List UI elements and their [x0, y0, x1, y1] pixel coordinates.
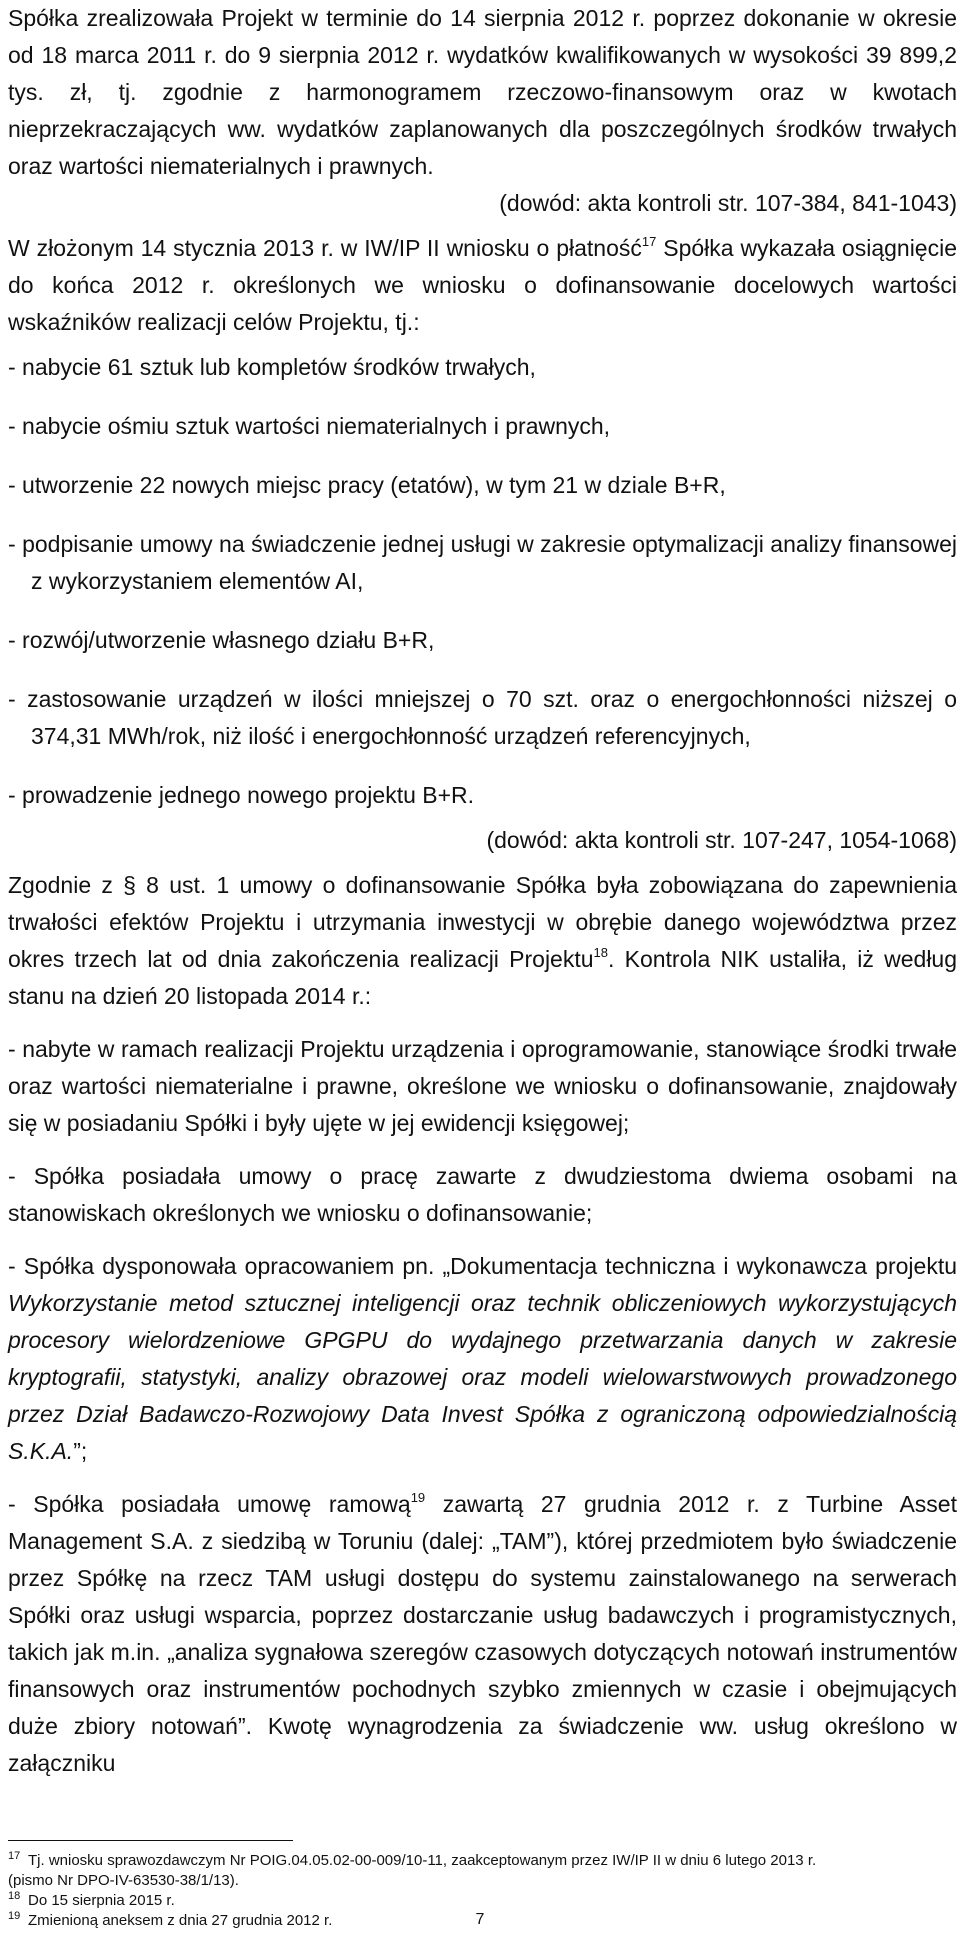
payment-request-text-b: Spółka wykazała osiągnięcie do końca 2012 r. określonych we wniosku o dofinansowanie docelowych wartości wskaźników realizacji celów Projektu, tj.: — [8, 235, 957, 335]
footnote-ref-18: 18 — [593, 945, 608, 960]
paragraph-payment-request — [8, 230, 957, 341]
list-item: - zastosowanie urządzeń w ilości mniejszej o 70 szt. oraz o energochłonności niższej o 374,31 MWh/rok, niż ilość i energochłonność urządzeń referencyjnych, — [8, 686, 957, 749]
paragraph-project-completion: Spółka zrealizowała Projekt w terminie do 14 sierpnia 2012 r. poprzez dokonanie w okresie od 18 marca 2011 r. do 9 sierpnia 2012 r. wydatków kwalifikowanych w wysokości 39 899,2 tys. zł, tj. zgodnie z harmonogramem rzeczowo-finansowym oraz w kwotach nieprzekraczających ww. wydatków zaplanowanych dla poszczególnych środków trwałych oraz wartości niematerialnych i prawnych. — [8, 5, 957, 179]
finding-item — [8, 1486, 957, 1782]
list-item: - nabycie ośmiu sztuk wartości niematerialnych i prawnych, — [8, 413, 611, 439]
finding-item: - Spółka posiadała umowy o pracę zawarte z dwudziestoma dwiema osobami na stanowiskach określonych we wniosku o dofinansowanie; — [8, 1163, 957, 1226]
proof-reference-1: (dowód: akta kontroli str. 107-384, 841-1043) — [499, 190, 957, 216]
list-item: - utworzenie 22 nowych miejsc pracy (etatów), w tym 21 w dziale B+R, — [8, 472, 726, 498]
footnote-19: 19 Zmienioną aneksem z dnia 27 grudnia 2012 r. — [8, 1910, 333, 1929]
framework-text-b: zawartą 27 grudnia 2012 r. z Turbine Asset Management S.A. z siedzibą w Toruniu (dalej: „TAM”), której przedmiotem było świadczenie przez Spółkę na rzecz TAM usługi dostępu do systemu zainstalowanego na serwerach Spółki oraz usługi wsparcia, poprzez dostarczanie usług badawczych i programistycznych, takich jak m.in. „analiza sygnałowa szeregów czasowych dotyczących notowań instrumentów finansowych oraz instrumentów pochodnych szybko zmiennych w czasie i obejmujących duże zbiory notowań”. Kwotę wynagrodzenia za świadczenie ww. usług określono w załączniku — [8, 1491, 957, 1776]
footnote-divider — [8, 1840, 293, 1841]
footnote-ref-17: 17 — [641, 234, 657, 249]
footnote-18: 18 Do 15 sierpnia 2015 r. — [8, 1890, 175, 1909]
list-item: - prowadzenie jednego nowego projektu B+R. — [8, 782, 475, 808]
list-item: - podpisanie umowy na świadczenie jednej usługi w zakresie optymalizacji analizy finansowej z wykorzystaniem elementów AI, — [8, 531, 957, 594]
finding-text-b: ”; — [73, 1438, 88, 1464]
finding-item — [8, 1248, 957, 1470]
page-number: 7 — [475, 1911, 485, 1928]
proof-reference-2: (dowód: akta kontroli str. 107-247, 1054-1068) — [486, 827, 957, 853]
main-text — [8, 0, 957, 1782]
footnote-17: 17 Tj. wniosku sprawozdawczym Nr POIG.04.05.02-00-009/10-11, zaakceptowanym przez IW/IP II w dniu 6 lutego 2013 r. — [8, 1850, 817, 1869]
list-item: - rozwój/utworzenie własnego działu B+R, — [8, 627, 435, 653]
framework-text-a: - Spółka posiadała umowę ramową — [8, 1491, 411, 1517]
durability-text-b: . Kontrola NIK ustaliła, iż według stanu na dzień 20 listopada 2014 r.: — [8, 946, 958, 1009]
durability-text-a: Zgodnie z § 8 ust. 1 umowy o dofinansowanie Spółka była zobowiązana do zapewnienia trwałości efektów Projektu i utrzymania inwestycji w obrębie danego województwa przez okres trzech lat od dnia zakończenia realizacji Projektu — [8, 872, 957, 972]
payment-request-text-a: W złożonym 14 stycznia 2013 r. w IW/IP II wniosku o płatność — [8, 235, 642, 261]
list-item: - nabycie 61 sztuk lub kompletów środków trwałych, — [8, 354, 536, 380]
finding-item: - nabyte w ramach realizacji Projektu urządzenia i oprogramowanie, stanowiące środki trwałe oraz wartości niematerialne i prawne, określone we wniosku o dofinansowanie, znajdowały się w posiadaniu Spółki i były ujęte w jej ewidencji księgowej; — [8, 1036, 957, 1136]
paragraph-durability — [8, 867, 957, 1015]
footnote-17-continuation: (pismo Nr DPO-IV-63530-38/1/13). — [8, 1872, 239, 1889]
finding-text-a: - Spółka dysponowała opracowaniem pn. „Dokumentacja techniczna i wykonawcza projektu — [8, 1253, 957, 1279]
footnote-ref-19: 19 — [410, 1490, 426, 1505]
project-title-italic: Wykorzystanie metod sztucznej inteligencji oraz technik obliczeniowych wykorzystujących procesory wielordzeniowe GPGPU do wydajnego przetwarzania danych w zakresie kryptografii, statystyki, analizy obrazowej oraz modeli wielowarstwowych prowadzonego przez Dział Badawczo-Rozwojowy Data Invest Spółka z ograniczoną odpowiedzialnością S.K.A. — [8, 1290, 957, 1464]
